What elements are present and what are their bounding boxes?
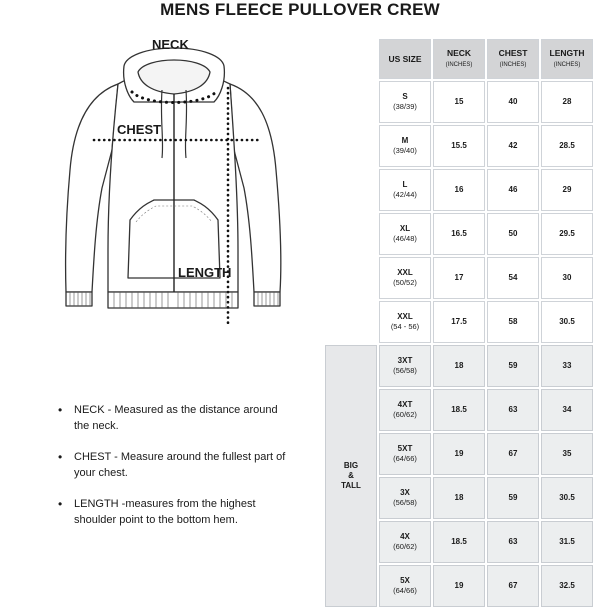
chest-cell: 63 [487,389,539,431]
table-row [325,169,593,211]
neck-cell: 16.5 [433,213,485,255]
note-length: • LENGTH -measures from the highest shoulder point to the bottom hem. [58,496,288,528]
chest-label: CHEST [117,122,162,137]
size-cell: XXL (50/52) [379,257,431,299]
neck-cell: 19 [433,565,485,607]
table-row [325,301,593,343]
table-row [325,81,593,123]
neck-cell: 19 [433,433,485,475]
length-cell: 30.5 [541,477,593,519]
measurement-notes [58,402,288,543]
header-neck: NECK (INCHES) [433,39,485,79]
regular-sizes [325,81,593,343]
neck-cell: 18 [433,477,485,519]
size-cell: 3X (56/58) [379,477,431,519]
table-row [325,125,593,167]
length-cell: 30.5 [541,301,593,343]
length-cell: 33 [541,345,593,387]
size-cell: 4X (60/62) [379,521,431,563]
length-cell: 35 [541,433,593,475]
big-tall-sizes [325,345,593,607]
length-cell: 31.5 [541,521,593,563]
header-us-size: US SIZE [379,39,431,79]
size-cell: XXL (54 - 56) [379,301,431,343]
neck-label: NECK [152,37,189,52]
chest-cell: 63 [487,521,539,563]
length-label: LENGTH [178,265,232,280]
chest-cell: 67 [487,433,539,475]
chest-cell: 54 [487,257,539,299]
chest-cell: 58 [487,301,539,343]
neck-cell: 15.5 [433,125,485,167]
length-cell: 34 [541,389,593,431]
table-row [325,213,593,255]
neck-cell: 17 [433,257,485,299]
neck-cell: 18.5 [433,389,485,431]
chest-cell: 59 [487,477,539,519]
header-length: LENGTH (INCHES) [541,39,593,79]
neck-cell: 18.5 [433,521,485,563]
chest-cell: 50 [487,213,539,255]
size-cell: 5XT (64/66) [379,433,431,475]
length-cell: 28.5 [541,125,593,167]
table-row [325,345,593,387]
note-chest: • CHEST - Measure around the fullest part of your chest. [58,449,288,481]
chest-cell: 67 [487,565,539,607]
hoodie-illustration [50,30,290,340]
size-chart-table [323,37,595,609]
chest-cell: 46 [487,169,539,211]
header-chest: CHEST (INCHES) [487,39,539,79]
chest-cell: 42 [487,125,539,167]
chest-cell: 40 [487,81,539,123]
size-cell: 3XT (56/58) [379,345,431,387]
neck-cell: 16 [433,169,485,211]
size-cell: S (38/39) [379,81,431,123]
length-cell: 30 [541,257,593,299]
hoodie-diagram [50,30,290,340]
neck-cell: 15 [433,81,485,123]
size-cell: XL (46/48) [379,213,431,255]
page-title: MENS FLEECE PULLOVER CREW [160,0,440,19]
length-cell: 32.5 [541,565,593,607]
neck-cell: 18 [433,345,485,387]
size-cell: M (39/40) [379,125,431,167]
table-row [325,257,593,299]
size-cell: 4XT (60/62) [379,389,431,431]
length-cell: 29 [541,169,593,211]
length-cell: 28 [541,81,593,123]
length-cell: 29.5 [541,213,593,255]
neck-cell: 17.5 [433,301,485,343]
big-tall-label: BIG & TALL [325,345,377,607]
size-cell: L (42/44) [379,169,431,211]
note-neck: • NECK - Measured as the distance around the neck. [58,402,288,434]
header-spacer [325,39,377,79]
chest-cell: 59 [487,345,539,387]
size-cell: 5X (64/66) [379,565,431,607]
table-header-row [325,39,593,79]
